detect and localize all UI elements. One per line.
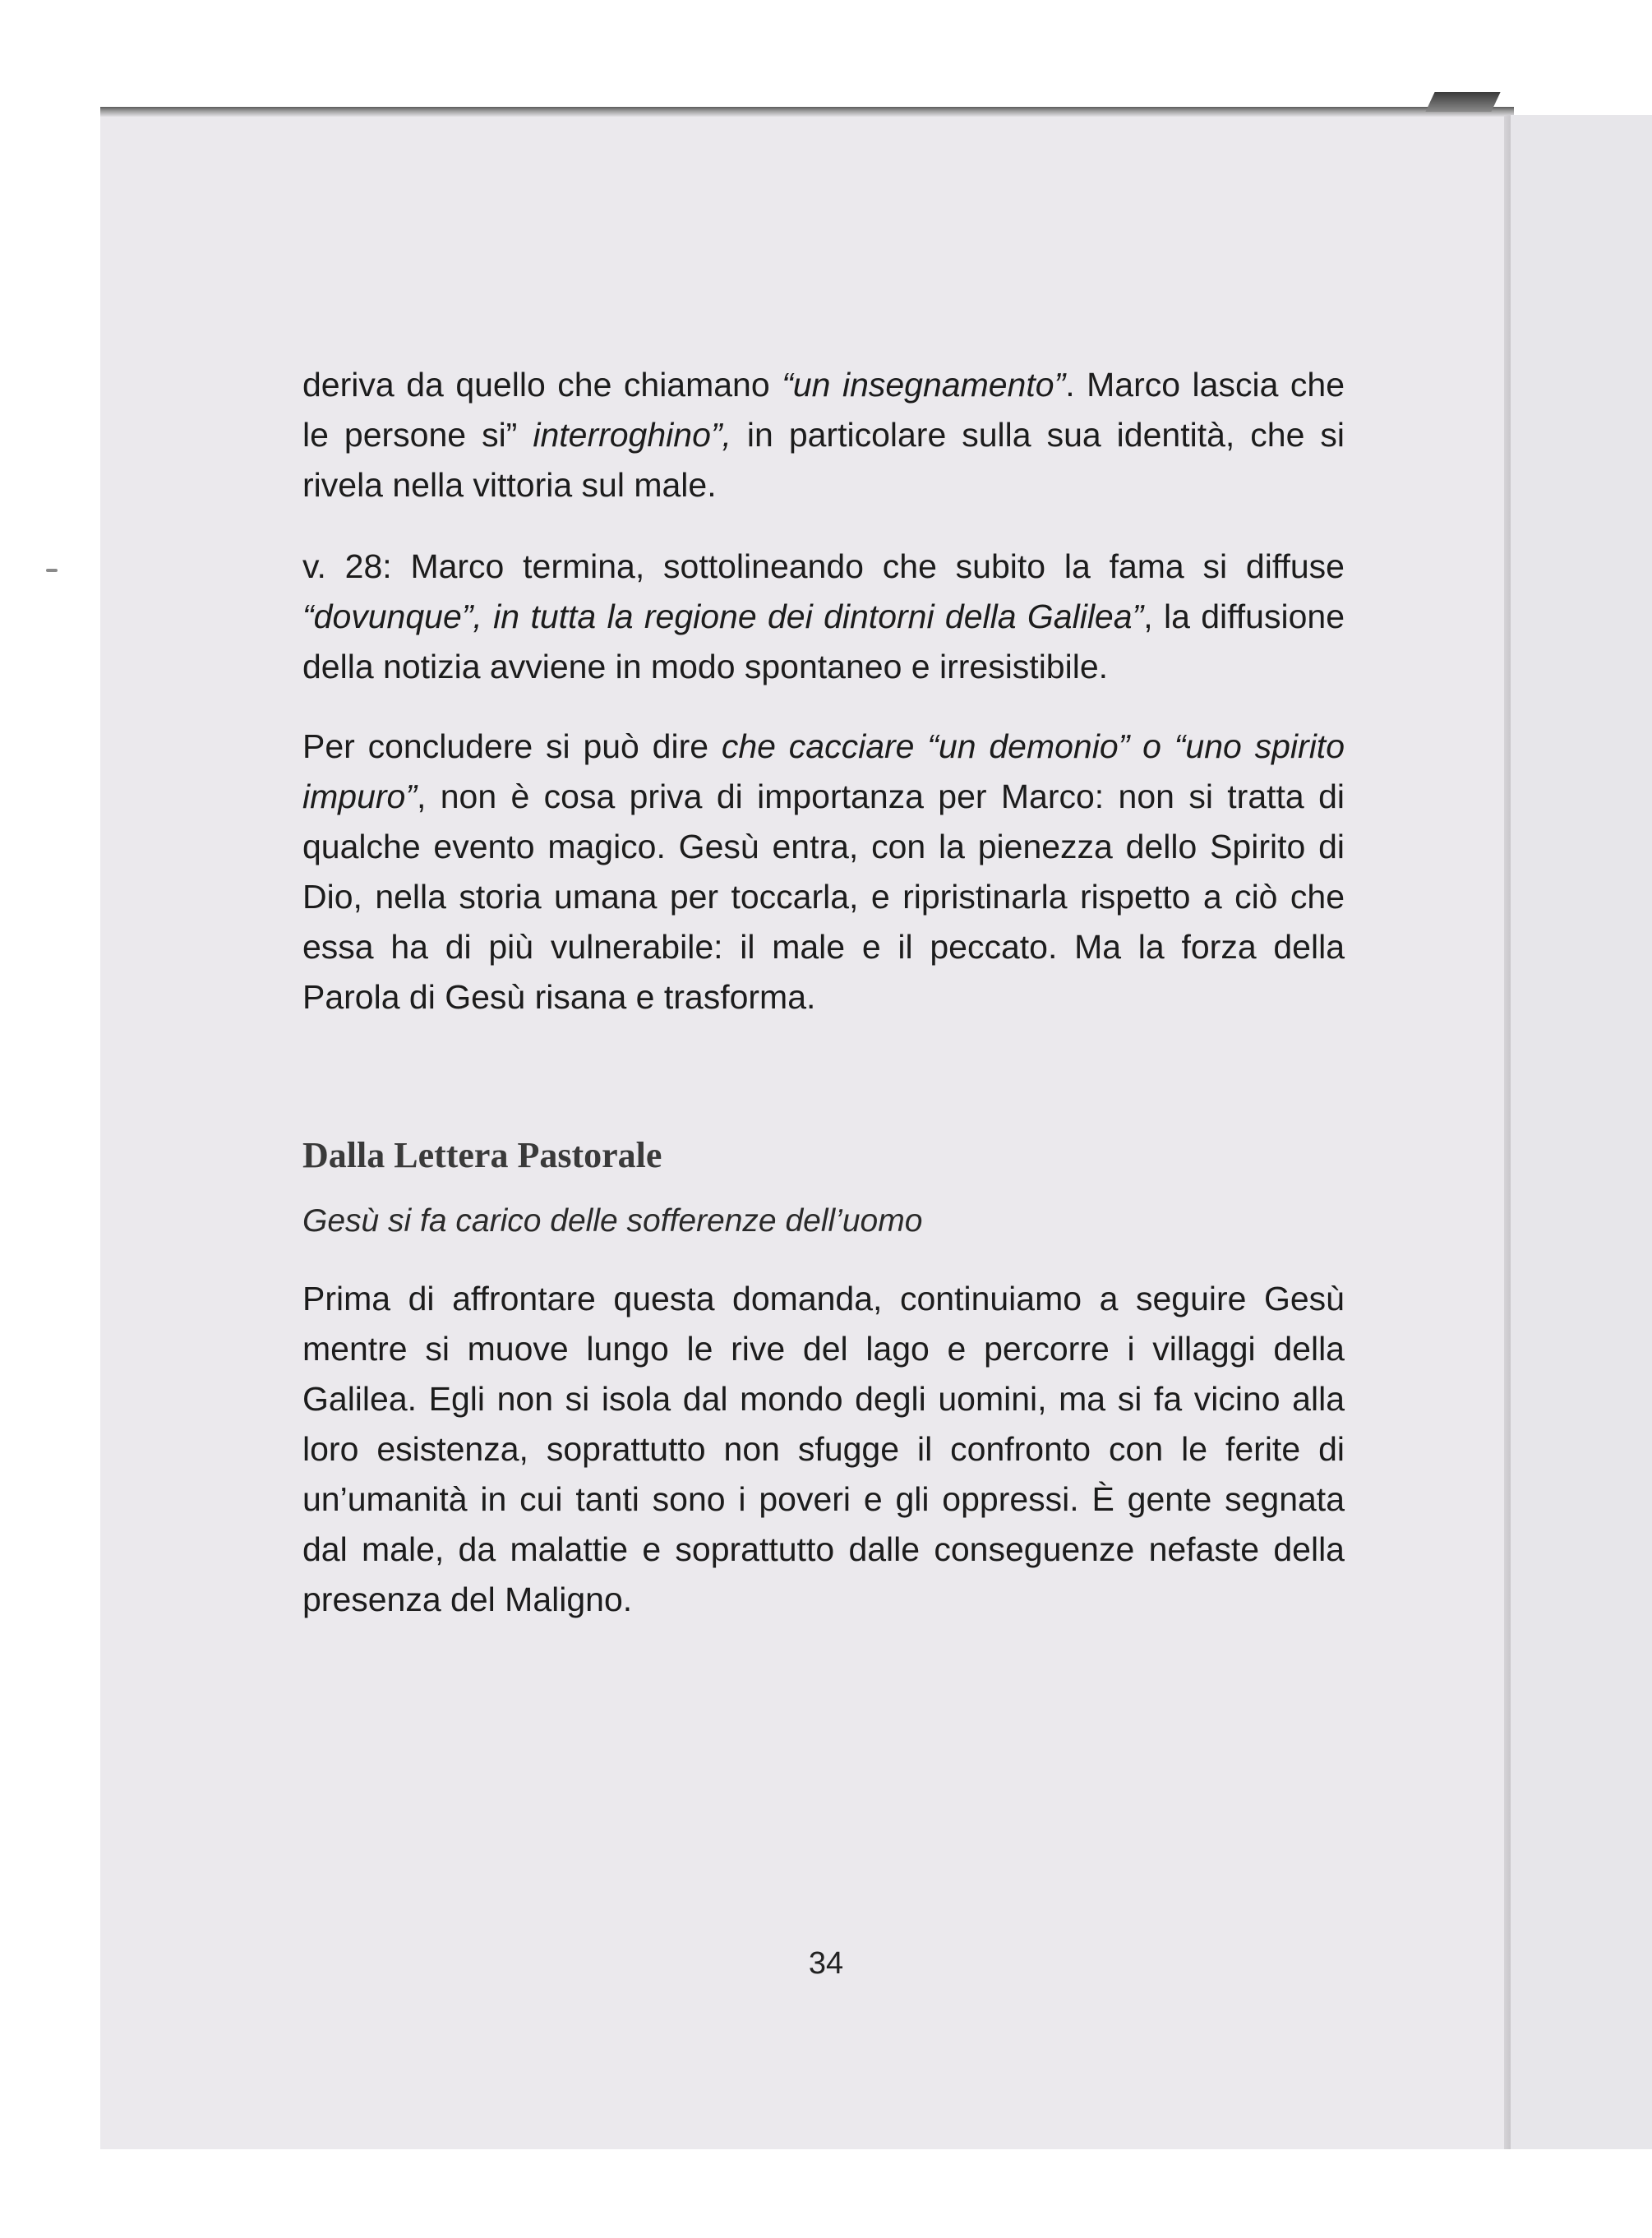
- page-content: [302, 360, 1345, 1625]
- page-right-edge: [1504, 115, 1511, 2149]
- paragraph-3: [302, 722, 1345, 1022]
- paragraph-1-italic-b: interroghino”,: [533, 416, 731, 454]
- paragraph-2: [302, 542, 1345, 692]
- paragraph-1-text-b: . Marco lascia che le persone si”: [302, 366, 1345, 454]
- adjacent-page: [1511, 115, 1652, 2149]
- paragraph-2-italic-a: “dovunque”, in tutta la regione dei dintorni della Galilea”: [302, 598, 1144, 635]
- paragraph-1-text-a: deriva da quello che chiamano: [302, 366, 782, 404]
- page-top-edge: [100, 107, 1514, 117]
- paragraph-1-text-c: in particolare sulla sua identità, che si rivela nella vittoria sul male.: [302, 416, 1345, 504]
- paragraph-3-text-b: , non è cosa priva di importanza per Marco: non si tratta di qualche evento magico. Gesù entra, con la pienezza dello Spirito di Dio, nella storia umana per toccarla, e ripristinarla rispetto a ciò che essa ha di più vulnerabile: il male e il peccato. Ma la forza della Parola di Gesù risana e trasforma.: [302, 778, 1345, 1016]
- section-heading: Dalla Lettera Pastorale: [302, 1135, 662, 1175]
- page-fold-shadow: [1425, 92, 1500, 112]
- paragraph-3-text-a: Per concludere si può dire: [302, 727, 722, 765]
- paragraph-2-text-a: v. 28: Marco termina, sottolineando che subito la fama si diffuse: [302, 547, 1345, 585]
- scan-mark: [46, 569, 58, 572]
- section-body-paragraph: Prima di affrontare questa domanda, continuiamo a seguire Gesù mentre si muove lungo le rive del lago e percorre i villaggi della Galilea. Egli non si isola dal mondo degli uomini, ma si fa vicino alla loro esistenza, soprattutto non sfugge il confronto con le ferite di un’umanità in cui tanti sono i poveri e gli oppressi. È gente segnata dal male, da malattie e soprattutto dalle conseguenze nefaste della presenza del Maligno.: [302, 1280, 1345, 1618]
- page-number: 34: [808, 1946, 844, 1981]
- paragraph-1-italic-a: “un insegnamento”: [782, 366, 1066, 404]
- paragraph-2-text-b: , la diffusione della notizia avviene in modo spontaneo e irresistibile.: [302, 598, 1345, 685]
- section-subheading: Gesù si fa carico delle sofferenze dell’uomo: [302, 1203, 923, 1239]
- paragraph-3-italic-a: che cacciare “un demonio” o “uno spirito impuro”: [302, 727, 1345, 815]
- paragraph-1: [302, 360, 1345, 510]
